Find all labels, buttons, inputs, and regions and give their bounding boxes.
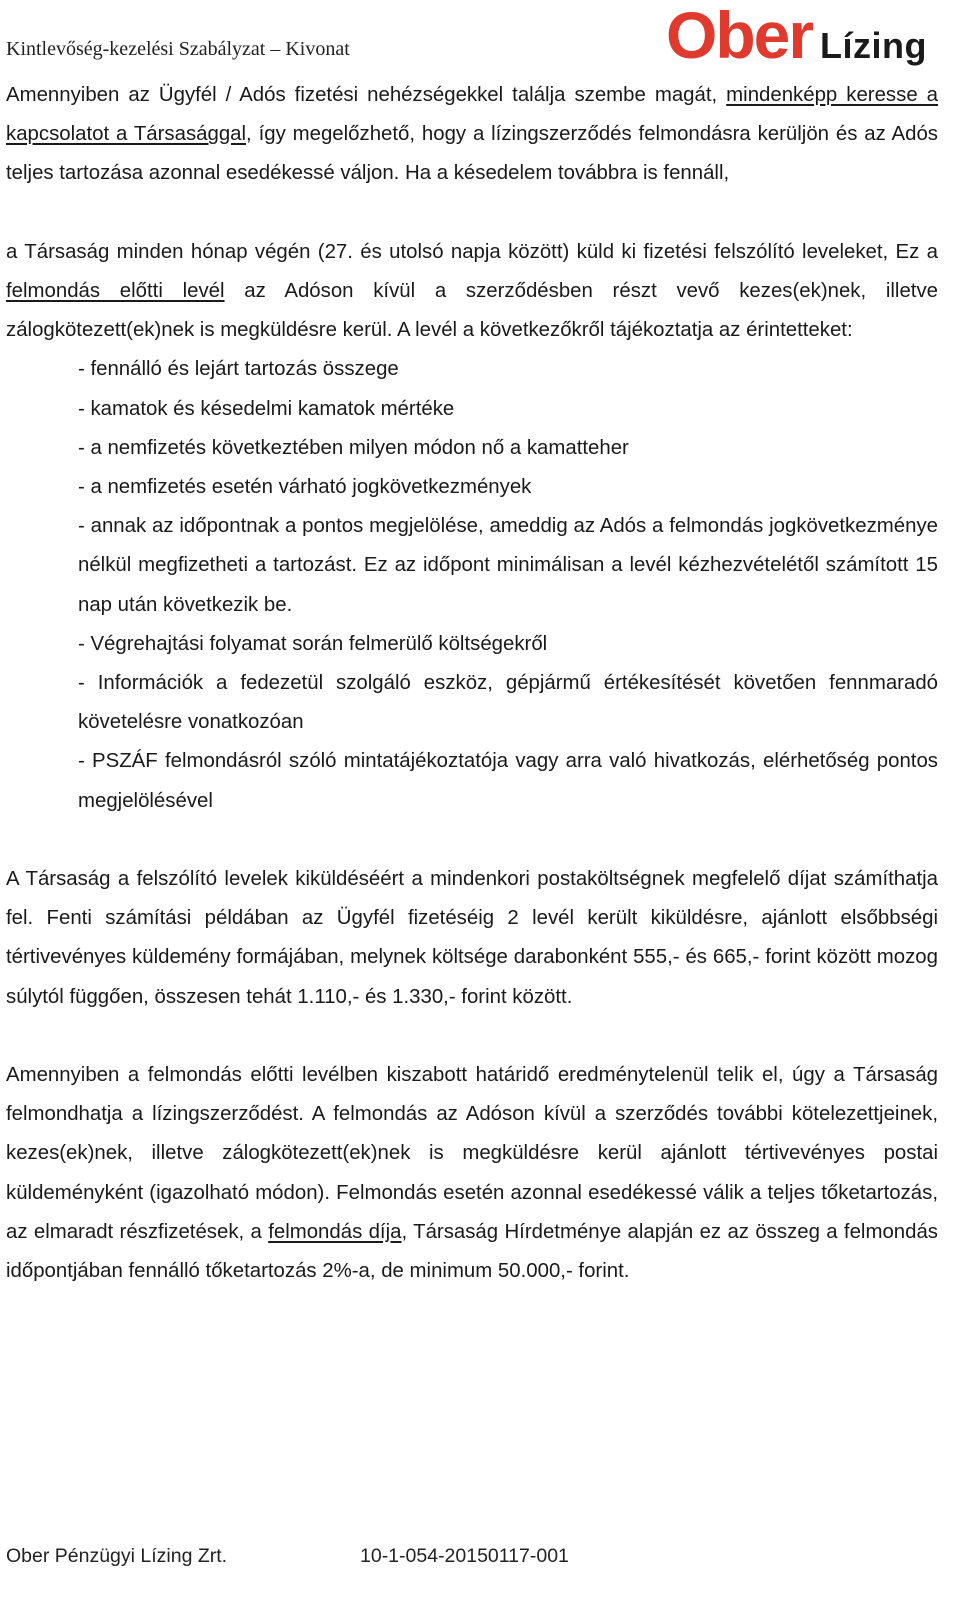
paragraph-2 xyxy=(6,233,938,351)
p4-underlined: felmondás díja xyxy=(268,1220,402,1243)
list-item: - a nemfizetés esetén várható jogkövetkezmények xyxy=(78,476,532,499)
spacer xyxy=(6,194,938,233)
paragraph-3: A Társaság a felszólító levelek kiküldéséért a mindenkori postaköltségnek megfelelő díjat számíthatja fel. Fenti számítási példában az Ügyfél fizetéséig 2 levél került kiküldésre, ajánlott elsőbbségi tértivevényes küldemény formájában, melynek költsége darabonként 555,- és 665,- forint között mozog súlytól függően, összesen tehát 1.110,- és 1.330,- forint között. xyxy=(6,868,938,1008)
ober-lizing-logo xyxy=(666,2,936,72)
info-list xyxy=(6,350,938,820)
document-title: Kintlevőség-kezelési Szabályzat – Kivonat xyxy=(6,38,350,60)
list-item: - PSZÁF felmondásról szóló mintatájékoztatója vagy arra való hivatkozás, elérhetőség pontos megjelölésével xyxy=(78,750,938,812)
list-item: - a nemfizetés következtében milyen módon nő a kamatteher xyxy=(78,436,629,459)
list-item: - fennálló és lejárt tartozás összege xyxy=(78,358,399,381)
p2-text-b: az Adóson kívül a szerződésben részt vevő kezes(ek)nek, illetve zálogkötezett(ek)nek is megküldésre kerül. A levél a következőkről tájékoztatja az érintetteket: xyxy=(6,280,938,342)
list-item: - kamatok és késedelmi kamatok mértéke xyxy=(78,397,455,420)
paragraph-4 xyxy=(6,1056,938,1291)
p1-underlined: mindenképp keresse a kapcsolatot a Társasággal xyxy=(6,84,938,146)
p1-text-a: Amennyiben az Ügyfél / Adós fizetési nehézségekkel találja szembe magát, xyxy=(6,84,727,106)
paragraph-1 xyxy=(6,76,938,194)
logo-sub: Lízing xyxy=(820,25,927,66)
list-item: - Végrehajtási folyamat során felmerülő költségekről xyxy=(78,632,548,655)
spacer xyxy=(6,821,938,860)
list-item: - Információk a fedezetül szolgáló eszköz, gépjármű értékesítését követően fennmaradó követelésre vonatkozóan xyxy=(78,672,938,734)
document-body xyxy=(6,76,938,1291)
p1-text-b: , így megelőzhető, hogy a lízingszerződés felmondásra kerüljön és az Adós teljes tartozása azonnal esedékessé váljon. Ha a késedelem továbbra is fennáll, xyxy=(6,123,938,185)
spacer xyxy=(6,1017,938,1056)
p4-text-b: , Társaság Hírdetménye alapján ez az összeg a felmondás időpontjában fennálló tőketartozás 2%-a, de minimum 50.000,- forint. xyxy=(6,1220,939,1283)
footer-doc-id: 10-1-054-20150117-001 xyxy=(360,1545,569,1567)
p2-underlined: felmondás előtti levél xyxy=(6,280,225,302)
logo-brand: Ober xyxy=(666,0,813,72)
p4-text-a: Amennyiben a felmondás előtti levélben kiszabott határidő eredménytelenül telik el, úgy a Társaság felmondhatja a lízingszerződést. A felmondás az Adóson kívül a szerződés további kötelezettjeinek, kezes(ek)nek, illetve zálogkötezett(ek)nek is megküldésre kerül ajánlott tértivevényes postai küldeményként (igazolható módon). Felmondás esetén azonnal esedékessé válik a teljes tőketartozás, az elmaradt részfizetések, a xyxy=(6,1064,938,1243)
p2-text-a: a Társaság minden hónap végén (27. és utolsó napja között) küld ki fizetési felszólító leveleket, Ez a xyxy=(6,240,938,263)
footer-company: Ober Pénzügyi Lízing Zrt. xyxy=(6,1545,228,1567)
list-item: - annak az időpontnak a pontos megjelölése, ameddig az Adós a felmondás jogkövetkezménye nélkül megfizetheti a tartozást. Ez az időpont minimálisan a levél kézhezvételétől számított 15 nap után következik be. xyxy=(78,515,938,616)
